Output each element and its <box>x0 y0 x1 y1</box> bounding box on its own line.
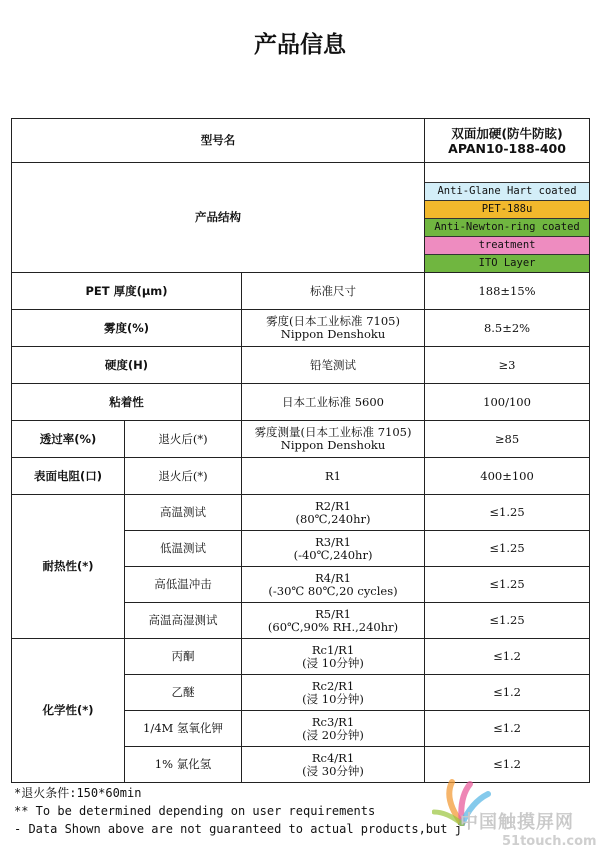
haze-method-line2: Nippon Denshoku <box>280 327 386 341</box>
chemical-method-line1: Rc2/R1 <box>311 678 355 693</box>
spec-table <box>11 118 590 783</box>
heat-method-line2: (-40℃,240hr) <box>293 547 373 562</box>
haze-value: 8.5±2% <box>425 310 590 347</box>
hardness-method: 铅笔测试 <box>242 347 425 384</box>
model-label: 型号名 <box>12 119 425 163</box>
watermark-text-cn: 中国触摸屏网 <box>460 812 574 833</box>
haze-label: 雾度(%) <box>12 310 242 347</box>
heat-test-name: 低温测试 <box>125 531 242 567</box>
heat-method-line1: R3/R1 <box>315 534 351 549</box>
hardness-label: 硬度(H) <box>12 347 242 384</box>
table-row-hardness <box>12 347 590 384</box>
chemical-method-line2: (浸 30分钟) <box>302 763 364 778</box>
heat-test-name: 高低温冲击 <box>125 567 242 603</box>
footnote-anneal: *退火条件:150*60min <box>14 786 142 800</box>
chemical-method-line1: Rc3/R1 <box>311 714 355 729</box>
chemical-test-method <box>242 675 425 711</box>
table-row-adhesion <box>12 384 590 421</box>
table-row-resistance <box>12 458 590 495</box>
heat-test-value: ≤1.25 <box>425 603 590 639</box>
chemical-method-line1: Rc4/R1 <box>311 750 355 765</box>
resistance-value: 400±100 <box>425 458 590 495</box>
table-row-haze <box>12 310 590 347</box>
chemical-method-line2: (浸 10分钟) <box>302 655 364 670</box>
watermark-logo <box>432 778 598 858</box>
heat-test-value: ≤1.25 <box>425 495 590 531</box>
adhesion-method: 日本工业标准 5600 <box>242 384 425 421</box>
model-name <box>425 119 590 163</box>
layer-anti-newton-ring: Anti-Newton-ring coated <box>425 218 589 236</box>
table-row-structure <box>12 163 590 273</box>
layer-stack <box>425 163 590 273</box>
adhesion-label: 粘着性 <box>12 384 242 421</box>
table-row-model <box>12 119 590 163</box>
layer-pet: PET-188u <box>425 200 589 218</box>
footnote-user-requirements: ** To be determined depending on user requirements <box>14 804 376 818</box>
resistance-label: 表面电阻(口) <box>12 458 125 495</box>
watermark-text-url: 51touch.com <box>502 834 597 849</box>
table-row <box>12 495 590 531</box>
resistance-condition: 退火后(*) <box>125 458 242 495</box>
chemical-method-line2: (浸 20分钟) <box>302 727 364 742</box>
transmittance-condition: 退火后(*) <box>125 421 242 458</box>
heat-method-line2: (-30℃ 80℃,20 cycles) <box>268 583 398 598</box>
transmittance-method-line2: Nippon Denshoku <box>280 438 386 452</box>
table-row-transmittance <box>12 421 590 458</box>
model-name-line1: 双面加硬(防牛防眩) <box>451 125 563 141</box>
heat-test-method <box>242 567 425 603</box>
chemical-test-name: 1% 氯化氢 <box>125 747 242 783</box>
chemical-test-name: 乙醚 <box>125 675 242 711</box>
thickness-value: 188±15% <box>425 273 590 310</box>
chemical-test-name: 丙酮 <box>125 639 242 675</box>
chemical-test-value: ≤1.2 <box>425 747 590 783</box>
heat-method-line1: R4/R1 <box>315 570 351 585</box>
hardness-value: ≥3 <box>425 347 590 384</box>
heat-test-method <box>242 603 425 639</box>
haze-method-line1: 雾度(日本工业标准 7105) <box>266 314 400 328</box>
chemical-method-line1: Rc1/R1 <box>311 642 355 657</box>
chemical-method-line2: (浸 10分钟) <box>302 691 364 706</box>
chemical-test-method <box>242 711 425 747</box>
footnotes <box>14 784 462 838</box>
page-title: 产品信息 <box>254 32 346 58</box>
structure-label: 产品结构 <box>12 163 425 273</box>
model-name-line2: APAN10-188-400 <box>448 140 566 156</box>
heat-test-name: 高温测试 <box>125 495 242 531</box>
resistance-method: R1 <box>242 458 425 495</box>
transmittance-value: ≥85 <box>425 421 590 458</box>
heat-test-method <box>242 531 425 567</box>
heat-method-line1: R2/R1 <box>315 498 351 513</box>
heat-method-line2: (80℃,240hr) <box>295 511 371 526</box>
layer-treatment: treatment <box>425 236 589 254</box>
chemical-test-value: ≤1.2 <box>425 711 590 747</box>
chemical-test-value: ≤1.2 <box>425 639 590 675</box>
layer-ito: ITO Layer <box>425 254 589 272</box>
adhesion-value: 100/100 <box>425 384 590 421</box>
table-row-thickness <box>12 273 590 310</box>
heat-resistance-label: 耐热性(*) <box>12 495 125 639</box>
thickness-label: PET 厚度(μm) <box>12 273 242 310</box>
chemical-test-name: 1/4M 氢氧化钾 <box>125 711 242 747</box>
layer-anti-glare: Anti-Glane Hart coated <box>425 182 589 200</box>
heat-test-value: ≤1.25 <box>425 567 590 603</box>
transmittance-method <box>242 421 425 458</box>
heat-method-line2: (60℃,90% RH.,240hr) <box>267 619 399 634</box>
heat-test-method <box>242 495 425 531</box>
haze-method <box>242 310 425 347</box>
heat-test-name: 高温高湿测试 <box>125 603 242 639</box>
table-row <box>12 639 590 675</box>
transmittance-label: 透过率(%) <box>12 421 125 458</box>
chemical-test-method <box>242 747 425 783</box>
chemical-test-method <box>242 639 425 675</box>
chemical-resistance-label: 化学性(*) <box>12 639 125 783</box>
transmittance-method-line1: 雾度测量(日本工业标准 7105) <box>254 425 412 439</box>
chemical-test-value: ≤1.2 <box>425 675 590 711</box>
heat-test-value: ≤1.25 <box>425 531 590 567</box>
footnote-disclaimer: - Data Shown above are not guaranteed to actual products,but j <box>14 822 462 836</box>
heat-method-line1: R5/R1 <box>315 606 351 621</box>
thickness-method: 标准尺寸 <box>242 273 425 310</box>
